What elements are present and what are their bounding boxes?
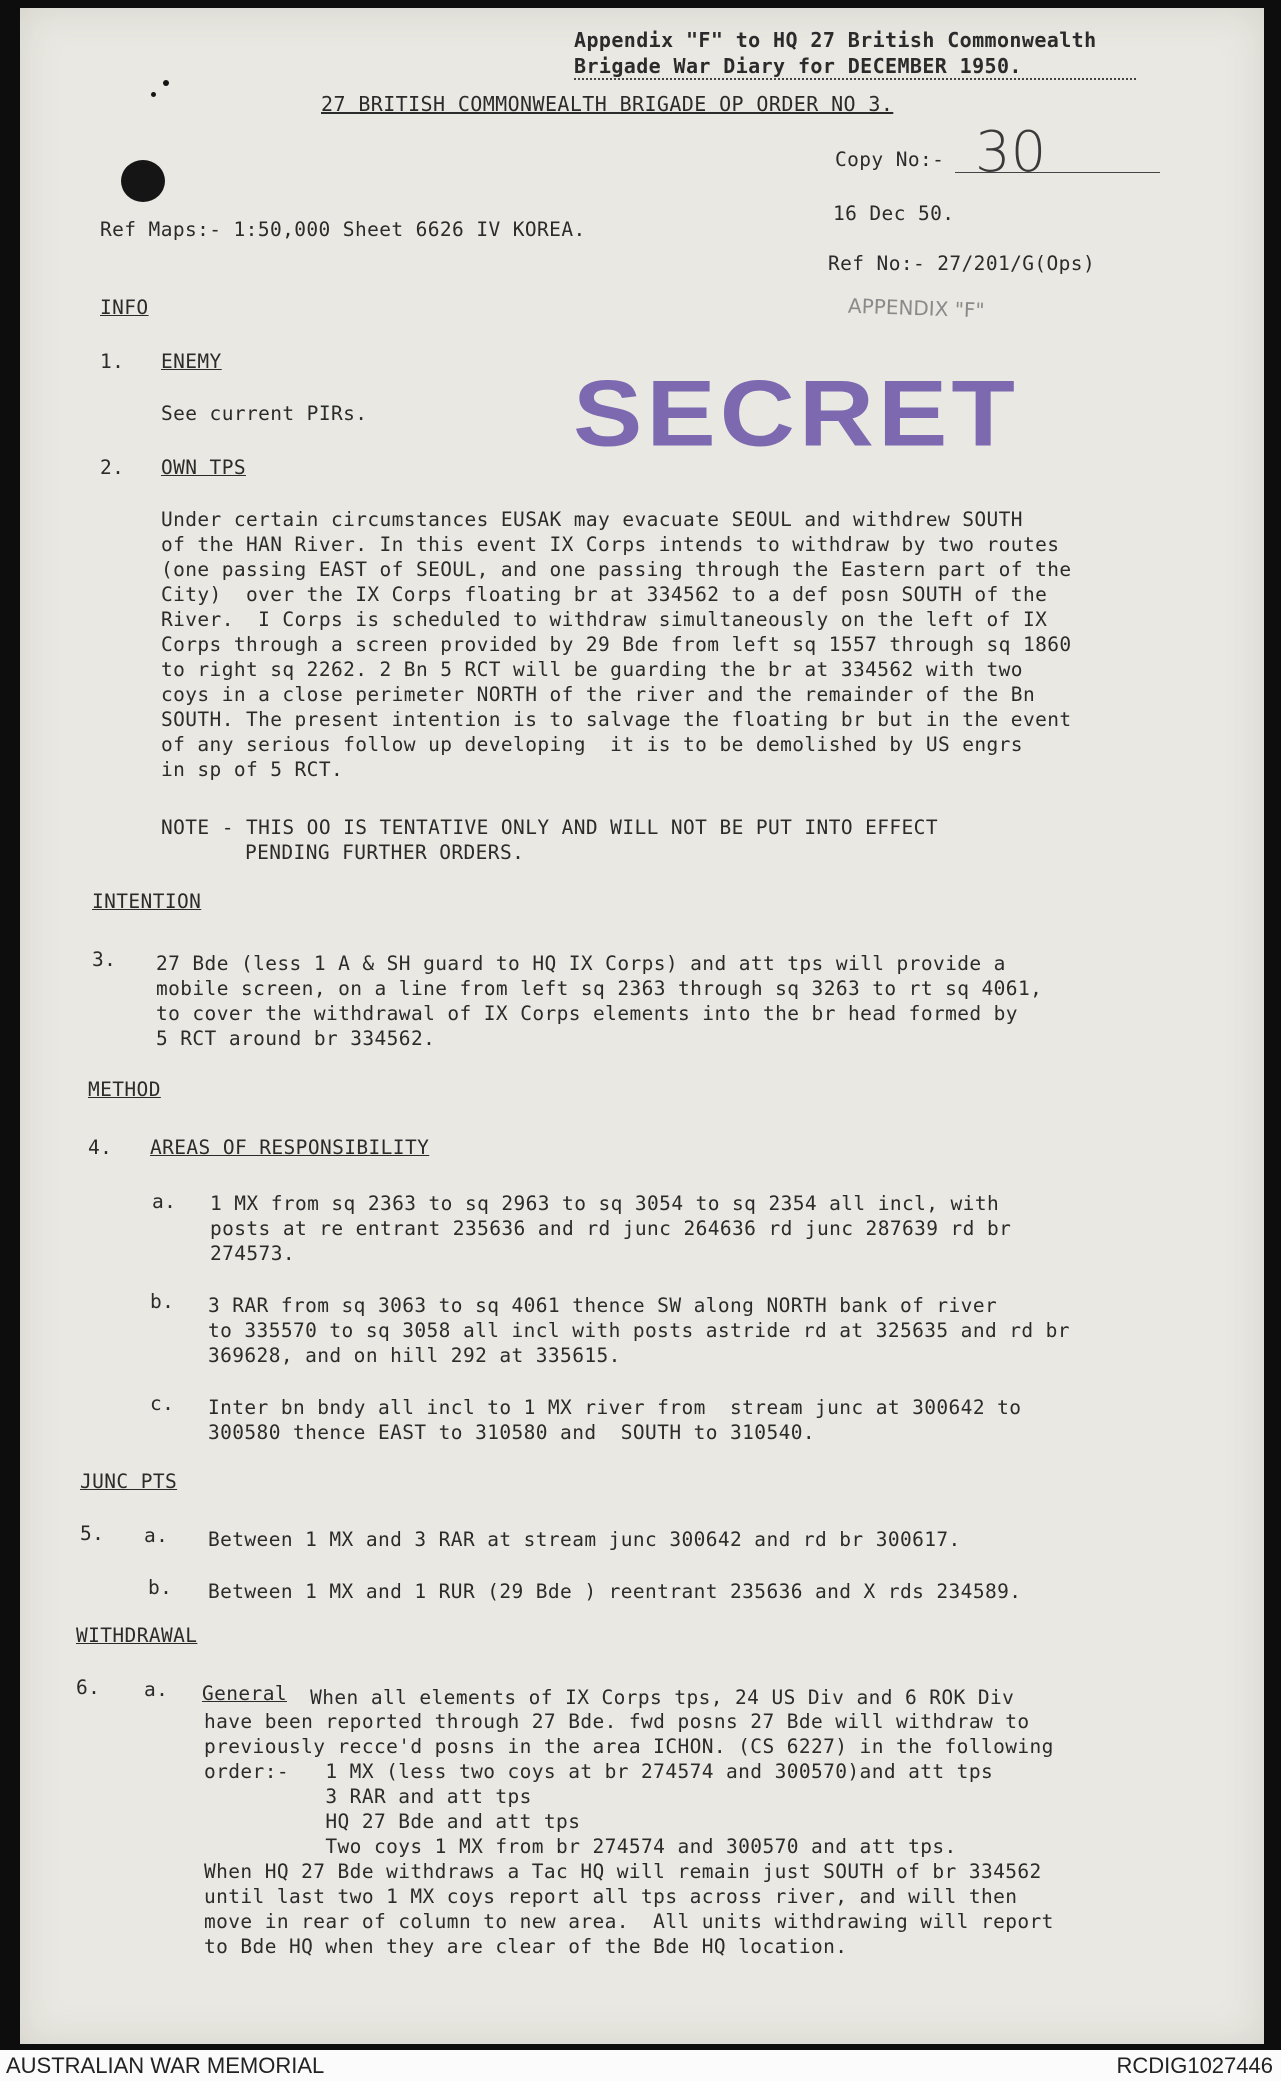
note-line-1: NOTE - THIS OO IS TENTATIVE ONLY AND WILL NOT BE PUT INTO EFFECT (161, 816, 938, 839)
section-heading-intention: INTENTION (92, 890, 202, 913)
para-3-line: 27 Bde (less 1 A & SH guard to HQ IX Corps) and att tps will provide a (156, 952, 1006, 975)
para-4c-label: c. (150, 1392, 175, 1415)
copy-number: 30 (975, 120, 1047, 185)
document-page (20, 8, 1264, 2044)
para-2-line: of any serious follow up developing it is to be demolished by US engrs (161, 733, 1023, 756)
para-6-number: 6. (76, 1676, 101, 1699)
para-4-heading: AREAS OF RESPONSIBILITY (150, 1136, 430, 1159)
para-4b-label: b. (150, 1290, 175, 1313)
para-6a-label: a. (144, 1678, 169, 1701)
para-6a-line: to Bde HQ when they are clear of the Bde HQ location. (204, 1935, 848, 1958)
para-4a-label: a. (152, 1190, 177, 1213)
para-6a-heading: General (202, 1682, 287, 1705)
para-6a-line: When HQ 27 Bde withdraws a Tac HQ will remain just SOUTH of br 334562 (204, 1860, 1042, 1883)
para-6a-line: order:- 1 MX (less two coys at br 274574 and 300570)and att tps (204, 1760, 994, 1783)
para-1-number: 1. (100, 350, 125, 373)
para-2-line: in sp of 5 RCT. (161, 758, 344, 781)
para-4a-line: 274573. (210, 1242, 295, 1265)
ink-speck (163, 80, 169, 86)
para-4a-line: posts at re entrant 235636 and rd junc 264636 rd junc 287639 rd br (210, 1217, 1012, 1240)
section-heading-method: METHOD (88, 1078, 161, 1101)
appendix-underline (574, 78, 1136, 80)
para-4c-line: 300580 thence EAST to 310580 and SOUTH to 310540. (208, 1421, 815, 1444)
para-6a-line: previously recce'd posns in the area ICHON. (CS 6227) in the following (204, 1735, 1054, 1758)
appendix-line-1: Appendix "F" to HQ 27 British Commonwealth (574, 28, 1097, 52)
para-4b-line: to 335570 to sq 3058 all incl with posts astride rd at 325635 and rd br (208, 1319, 1070, 1342)
ink-speck (151, 92, 156, 97)
para-6a-line: Two coys 1 MX from br 274574 and 300570 and att tps. (204, 1835, 957, 1858)
punch-hole (121, 160, 165, 202)
para-6a-line: 3 RAR and att tps (204, 1785, 532, 1808)
para-2-line: coys in a close perimeter NORTH of the river and the remainder of the Bn (161, 683, 1036, 706)
para-2-line: Corps through a screen provided by 29 Bde from left sq 1557 through sq 1860 (161, 633, 1072, 656)
para-2-line: to right sq 2262. 2 Bn 5 RCT will be guarding the br at 334562 with two (161, 658, 1023, 681)
handwritten-appendix-note: APPENDIX "F" (847, 293, 986, 323)
order-title: 27 BRITISH COMMONWEALTH BRIGADE OP ORDER NO 3. (321, 92, 894, 116)
para-4b-line: 3 RAR from sq 3063 to sq 4061 thence SW along NORTH bank of river (208, 1294, 998, 1317)
para-6a-line: until last two 1 MX coys report all tps across river, and will then (204, 1885, 1018, 1908)
footer-record-id: RCDIG1027446 (1116, 2053, 1273, 2078)
para-2-line: Under certain circumstances EUSAK may evacuate SEOUL and withdrew SOUTH (161, 508, 1023, 531)
para-6a-line: move in rear of column to new area. All units withdrawing will report (204, 1910, 1054, 1933)
para-3-line: mobile screen, on a line from left sq 2363 through sq 3263 to rt sq 4061, (156, 977, 1043, 1000)
para-3-line: to cover the withdrawal of IX Corps elements into the br head formed by (156, 1002, 1018, 1025)
para-3-number: 3. (92, 948, 117, 971)
para-5a-label: a. (144, 1524, 169, 1547)
para-4c-line: Inter bn bndy all incl to 1 MX river from stream junc at 300642 to (208, 1396, 1022, 1419)
section-heading-junc-pts: JUNC PTS (80, 1470, 178, 1493)
para-2-line: of the HAN River. In this event IX Corps intends to withdraw by two routes (161, 533, 1060, 556)
para-1-heading: ENEMY (161, 350, 222, 373)
para-6a-line: HQ 27 Bde and att tps (204, 1810, 581, 1833)
para-2-heading: OWN TPS (161, 456, 246, 479)
section-heading-info: INFO (100, 296, 149, 319)
note-line-2: PENDING FURTHER ORDERS. (245, 841, 525, 864)
appendix-line-2: Brigade War Diary for DECEMBER 1950. (574, 54, 1022, 78)
para-2-line: City) over the IX Corps floating br at 334562 to a def posn SOUTH of the (161, 583, 1048, 606)
para-4b-line: 369628, and on hill 292 at 335615. (208, 1344, 621, 1367)
para-3-line: 5 RCT around br 334562. (156, 1027, 436, 1050)
para-1-text: See current PIRs. (161, 402, 368, 425)
para-5-number: 5. (80, 1522, 105, 1545)
para-6a-line: have been reported through 27 Bde. fwd posns 27 Bde will withdraw to (204, 1710, 1030, 1733)
para-6a-line: When all elements of IX Corps tps, 24 US Div and 6 ROK Div (298, 1686, 1015, 1709)
para-2-line: (one passing EAST of SEOUL, and one passing through the Eastern part of the (161, 558, 1072, 581)
para-5b-label: b. (148, 1576, 173, 1599)
order-date: 16 Dec 50. (833, 202, 955, 225)
copy-label: Copy No:- (835, 148, 945, 171)
para-5b-text: Between 1 MX and 1 RUR (29 Bde ) reentrant 235636 and X rds 234589. (208, 1580, 1022, 1603)
secret-stamp: SECRET (573, 361, 1019, 467)
para-4a-line: 1 MX from sq 2363 to sq 2963 to sq 3054 to sq 2354 all incl, with (210, 1192, 1000, 1215)
ref-maps: Ref Maps:- 1:50,000 Sheet 6626 IV KOREA. (100, 218, 586, 241)
ref-no: Ref No:- 27/201/G(Ops) (828, 252, 1096, 275)
para-5a-text: Between 1 MX and 3 RAR at stream junc 300642 and rd br 300617. (208, 1528, 961, 1551)
copy-number-line (955, 172, 1160, 173)
para-4-number: 4. (88, 1136, 113, 1159)
para-2-line: SOUTH. The present intention is to salvage the floating br but in the event (161, 708, 1072, 731)
para-2-line: River. I Corps is scheduled to withdraw simultaneously on the left of IX (161, 608, 1048, 631)
archive-footer (0, 2050, 1281, 2081)
section-heading-withdrawal: WITHDRAWAL (76, 1624, 198, 1647)
footer-institution: AUSTRALIAN WAR MEMORIAL (6, 2053, 325, 2078)
para-2-number: 2. (100, 456, 125, 479)
